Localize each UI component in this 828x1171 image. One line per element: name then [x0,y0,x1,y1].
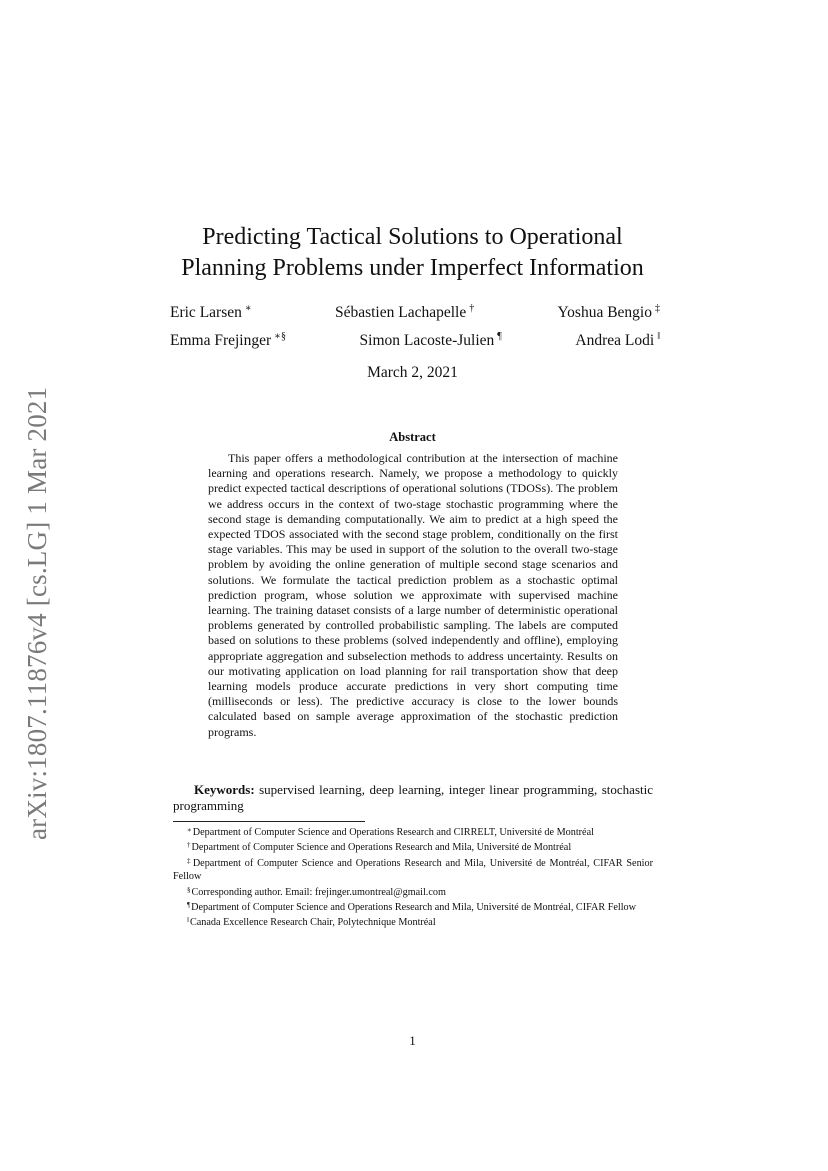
abstract-text: This paper offers a methodological contribution at the intersection of machine learning and operations research. Namely, we propose a methodology to quickly predict expected tactical descriptions of operational solutions (TDOSs). The problem we address occurs in the context of two-stage stochastic programming where the second stage is demanding computationally. We aim to predict at a high speed the expected TDOS associated with the second stage problem, conditionally on the first stage variables. This may be used in support of the solution to the overall two-stage problem by avoiding the online generation of multiple second stage scenarios and solutions. We formulate the tactical prediction problem as a stochastic optimal prediction program, whose solution we approximate with supervised machine learning. The training dataset consists of a large number of deterministic operational problems generated by controlled probabilistic sampling. The labels are computed based on solutions to these problems (solved independently and offline), employing appropriate aggregation and subselection methods to address uncertainty. Results on our motivating application on load planning for rail transportation show that deep learning models produce accurate predictions in very short computing time (milliseconds or less). The predictive accuracy is close to the lower bounds calculated based on sample average approximation of the stochastic prediction programs. [208,451,618,739]
keywords-text: supervised learning, deep learning, integer linear programming, stochastic programming [173,782,654,813]
footnote-mark: ¶ [187,901,191,910]
paper-title [150,222,675,284]
footnote-text: Department of Computer Science and Operations Research and Mila, Université de Montréal, CIFAR Senior Fellow [173,857,653,883]
author-mark: † [469,303,475,314]
footnote [173,899,653,914]
author-row [170,303,660,322]
footnote-text: Canada Excellence Research Chair, Polytechnique Montréal [189,917,436,929]
author-name: Eric Larsen [170,304,242,321]
footnote-mark: ‡ [187,856,192,865]
author-name: Sébastien Lachapelle [334,304,467,321]
title-line: Predicting Tactical Solutions to Operational [202,224,623,250]
author-name: Andrea Lodi [575,332,655,349]
author-mark: ∗ [244,303,252,314]
author [170,331,286,350]
footnote [173,824,653,839]
page-number: 1 [409,1033,416,1048]
author [170,303,252,322]
footnote [173,855,653,884]
author [575,331,660,350]
author-name: Simon Lacoste-Julien [359,332,495,349]
footnote-mark: † [187,841,191,850]
author-mark: ¶ [497,331,502,342]
author-mark: ‖ [657,331,660,342]
footnote-text: Corresponding author. Email: frejinger.umontreal@gmail.com [191,886,446,898]
arxiv-identifier[interactable]: arXiv:1807.11876v4 [cs.LG] 1 Mar 2021 [22,386,52,840]
author-mark: ‡ [654,303,660,314]
footnote [173,914,653,929]
author-name: Emma Frejinger [170,332,272,349]
publication-date: March 2, 2021 [367,364,458,381]
author [335,303,474,322]
keywords-label: Keywords: [194,782,255,797]
footnote-mark: ∗ [187,826,192,834]
footnote [173,884,653,899]
keywords [173,782,653,814]
abstract-heading: Abstract [389,430,436,444]
footnote-mark: § [187,885,191,894]
author-name: Yoshua Bengio [557,304,652,321]
footnote-mark: ‖ [187,916,189,925]
author [360,331,502,350]
footnote-text: Department of Computer Science and Operations Research and Mila, Université de Montréal [191,842,572,854]
author-mark: ∗§ [274,331,286,342]
author-row [170,331,660,350]
title-line: Planning Problems under Imperfect Information [181,255,644,281]
author [558,303,660,322]
footnote-text: Department of Computer Science and Operations Research and Mila, Université de Montréal, CIFAR Fellow [191,902,637,914]
footnote-text: Department of Computer Science and Operations Research and CIRRELT, Université de Montréal [192,827,594,838]
footnotes [173,824,653,930]
footnote-rule [173,821,365,822]
footnote [173,839,653,854]
